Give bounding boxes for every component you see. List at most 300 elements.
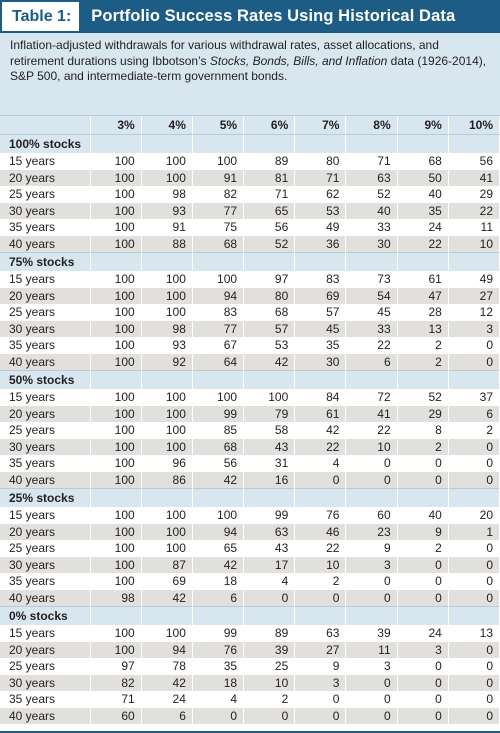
success-rate-value: 41 (448, 170, 499, 187)
success-rate-value: 100 (90, 557, 141, 574)
success-rate-value: 100 (192, 389, 243, 406)
group-header-cell (192, 134, 243, 153)
success-rate-value: 2 (397, 439, 448, 456)
success-rate-value: 0 (346, 573, 397, 590)
group-header-row (0, 606, 500, 625)
success-rate-value: 35 (397, 203, 448, 220)
success-rate-value: 50 (397, 170, 448, 187)
group-header-cell (244, 370, 295, 389)
success-rate-value: 22 (346, 337, 397, 354)
success-rate-value: 0 (346, 590, 397, 607)
success-rate-value: 100 (90, 642, 141, 659)
success-rate-value: 100 (141, 524, 192, 541)
success-rate-value: 65 (244, 203, 295, 220)
table-row (0, 524, 500, 541)
success-rate-value: 39 (244, 642, 295, 659)
success-rate-value: 68 (244, 304, 295, 321)
table-row (0, 625, 500, 642)
success-rate-value: 100 (90, 573, 141, 590)
success-rate-value: 2 (397, 354, 448, 371)
success-rate-value: 52 (397, 389, 448, 406)
success-rate-value: 11 (448, 219, 499, 236)
duration-label: 20 years (0, 642, 90, 659)
success-rate-value: 42 (295, 422, 346, 439)
group-header-row (0, 488, 500, 507)
success-rate-value: 25 (244, 658, 295, 675)
group-header-cell (448, 488, 499, 507)
group-header-cell (141, 134, 192, 153)
success-rate-value: 100 (90, 153, 141, 170)
success-rate-value: 9 (295, 658, 346, 675)
table-row (0, 271, 500, 288)
success-rate-value: 80 (244, 288, 295, 305)
table-row (0, 507, 500, 524)
success-rate-value: 0 (346, 691, 397, 708)
duration-label: 20 years (0, 406, 90, 423)
success-rate-value: 24 (397, 625, 448, 642)
success-rate-value: 47 (397, 288, 448, 305)
success-rate-value: 0 (244, 590, 295, 607)
success-rate-value: 100 (90, 389, 141, 406)
success-rate-value: 46 (295, 524, 346, 541)
success-rate-value: 100 (141, 304, 192, 321)
success-rate-value: 97 (90, 658, 141, 675)
success-rate-value: 0 (448, 557, 499, 574)
success-rate-value: 4 (192, 691, 243, 708)
success-rate-value: 58 (244, 422, 295, 439)
success-rate-value: 3 (346, 658, 397, 675)
group-header-cell (346, 370, 397, 389)
success-rate-value: 100 (90, 186, 141, 203)
table-row (0, 557, 500, 574)
table-row (0, 455, 500, 472)
success-rate-value: 16 (244, 472, 295, 489)
success-rate-value: 6 (192, 590, 243, 607)
success-rate-value: 22 (346, 422, 397, 439)
success-rate-value: 0 (295, 472, 346, 489)
success-rate-value: 100 (141, 271, 192, 288)
success-rate-value: 67 (192, 337, 243, 354)
success-rate-value: 24 (397, 219, 448, 236)
group-header-row (0, 252, 500, 271)
success-rate-value: 100 (90, 271, 141, 288)
success-rate-value: 82 (192, 186, 243, 203)
success-rate-value: 92 (141, 354, 192, 371)
success-rate-value: 52 (346, 186, 397, 203)
success-rate-value: 0 (397, 658, 448, 675)
table-row (0, 153, 500, 170)
success-rate-value: 100 (141, 170, 192, 187)
success-rate-value: 71 (295, 170, 346, 187)
success-rate-value: 0 (244, 708, 295, 725)
duration-label: 30 years (0, 675, 90, 692)
success-rate-value: 100 (90, 337, 141, 354)
group-label: 50% stocks (0, 370, 90, 389)
duration-label: 40 years (0, 590, 90, 607)
success-rate-value: 9 (346, 540, 397, 557)
duration-label: 25 years (0, 422, 90, 439)
success-rate-value: 2 (295, 573, 346, 590)
success-rate-value: 72 (346, 389, 397, 406)
success-rate-value: 52 (244, 236, 295, 253)
table-row (0, 288, 500, 305)
success-rate-value: 65 (192, 540, 243, 557)
duration-label: 15 years (0, 507, 90, 524)
success-rate-value: 0 (448, 439, 499, 456)
group-header-cell (346, 488, 397, 507)
success-rate-value: 78 (141, 658, 192, 675)
success-rate-value: 100 (141, 153, 192, 170)
success-rate-value: 98 (141, 321, 192, 338)
success-rate-value: 100 (90, 406, 141, 423)
success-rate-value: 76 (192, 642, 243, 659)
duration-label: 35 years (0, 573, 90, 590)
success-rate-value: 13 (397, 321, 448, 338)
group-header-cell (141, 606, 192, 625)
duration-label: 30 years (0, 439, 90, 456)
success-rate-value: 3 (346, 557, 397, 574)
success-rate-value: 63 (244, 524, 295, 541)
table-row (0, 354, 500, 371)
success-rate-value: 0 (448, 708, 499, 725)
success-rate-value: 94 (141, 642, 192, 659)
success-rate-value: 39 (346, 625, 397, 642)
success-rate-value: 42 (244, 354, 295, 371)
success-rate-value: 100 (90, 288, 141, 305)
success-rate-value: 100 (141, 439, 192, 456)
success-rate-value: 80 (295, 153, 346, 170)
group-label: 25% stocks (0, 488, 90, 507)
success-rate-value: 61 (397, 271, 448, 288)
success-rate-value: 10 (346, 439, 397, 456)
success-rate-value: 0 (295, 708, 346, 725)
group-label: 75% stocks (0, 252, 90, 271)
success-rate-value: 2 (397, 337, 448, 354)
column-header-rate: 3% (90, 116, 141, 134)
success-rate-value: 79 (244, 406, 295, 423)
success-rate-value: 28 (397, 304, 448, 321)
success-rate-value: 53 (295, 203, 346, 220)
success-rate-value: 27 (448, 288, 499, 305)
success-rate-value: 0 (448, 337, 499, 354)
success-rate-value: 61 (295, 406, 346, 423)
success-rate-value: 83 (192, 304, 243, 321)
success-rate-value: 100 (141, 389, 192, 406)
group-header-cell (192, 488, 243, 507)
duration-label: 25 years (0, 186, 90, 203)
success-rate-value: 41 (346, 406, 397, 423)
success-rate-value: 100 (90, 219, 141, 236)
group-header-row (0, 370, 500, 389)
success-rate-value: 36 (295, 236, 346, 253)
success-rate-value: 0 (448, 540, 499, 557)
group-header-cell (397, 252, 448, 271)
success-rate-value: 18 (192, 573, 243, 590)
success-rate-value: 89 (244, 625, 295, 642)
group-header-cell (90, 488, 141, 507)
success-rate-value: 100 (90, 321, 141, 338)
group-header-cell (295, 606, 346, 625)
success-rate-value: 0 (397, 557, 448, 574)
success-rate-value: 100 (90, 236, 141, 253)
success-rate-value: 100 (90, 507, 141, 524)
success-rate-value: 10 (448, 236, 499, 253)
duration-label: 35 years (0, 455, 90, 472)
success-rate-value: 54 (346, 288, 397, 305)
success-rate-value: 81 (244, 170, 295, 187)
success-rate-value: 62 (295, 186, 346, 203)
success-rate-value: 63 (295, 625, 346, 642)
success-rate-value: 91 (192, 170, 243, 187)
success-rate-value: 0 (397, 455, 448, 472)
success-rate-value: 49 (448, 271, 499, 288)
success-rate-value: 86 (141, 472, 192, 489)
success-rate-value: 60 (346, 507, 397, 524)
group-header-cell (295, 370, 346, 389)
success-rate-value: 33 (346, 321, 397, 338)
success-rate-value: 83 (295, 271, 346, 288)
success-rate-value: 100 (90, 439, 141, 456)
success-rate-value: 43 (244, 540, 295, 557)
success-rate-value: 100 (90, 304, 141, 321)
success-rate-value: 30 (346, 236, 397, 253)
success-rate-value: 49 (295, 219, 346, 236)
table-row (0, 170, 500, 187)
success-rate-value: 0 (397, 675, 448, 692)
duration-label: 15 years (0, 153, 90, 170)
success-rate-value: 6 (141, 708, 192, 725)
group-header-cell (192, 606, 243, 625)
group-header-cell (90, 606, 141, 625)
success-rate-value: 22 (397, 236, 448, 253)
table-body (0, 116, 500, 724)
success-rate-value: 2 (397, 540, 448, 557)
duration-label: 25 years (0, 540, 90, 557)
success-rate-value: 100 (192, 271, 243, 288)
group-header-cell (295, 134, 346, 153)
group-header-cell (141, 370, 192, 389)
success-rate-value: 87 (141, 557, 192, 574)
description-italic-title: Stocks, Bonds, Bills, and Inflation (209, 53, 388, 68)
table-number-tag: Table 1: (0, 0, 81, 33)
success-rate-value: 0 (448, 675, 499, 692)
success-rate-value: 100 (90, 455, 141, 472)
success-rate-value: 20 (448, 507, 499, 524)
success-rate-value: 10 (295, 557, 346, 574)
duration-label: 15 years (0, 625, 90, 642)
duration-label: 40 years (0, 708, 90, 725)
success-rate-value: 100 (90, 524, 141, 541)
success-rate-value: 0 (448, 354, 499, 371)
table-title: Portfolio Success Rates Using Historical Data (91, 7, 456, 25)
duration-label: 25 years (0, 658, 90, 675)
success-rate-value: 100 (141, 422, 192, 439)
group-header-cell (90, 252, 141, 271)
success-rate-value: 29 (397, 406, 448, 423)
success-rate-value: 22 (295, 540, 346, 557)
table-row (0, 406, 500, 423)
success-rate-value: 37 (448, 389, 499, 406)
success-rate-value: 68 (192, 236, 243, 253)
duration-label: 35 years (0, 219, 90, 236)
success-rate-value: 3 (397, 642, 448, 659)
success-rate-value: 35 (295, 337, 346, 354)
table-row (0, 573, 500, 590)
table-row (0, 203, 500, 220)
success-rate-value: 0 (397, 691, 448, 708)
success-rate-value: 77 (192, 321, 243, 338)
table-row (0, 642, 500, 659)
success-rate-value: 4 (295, 455, 346, 472)
success-rate-value: 91 (141, 219, 192, 236)
duration-label: 25 years (0, 304, 90, 321)
success-rate-value: 0 (397, 472, 448, 489)
success-rate-value: 27 (295, 642, 346, 659)
table-row (0, 675, 500, 692)
column-header-rate: 8% (346, 116, 397, 134)
duration-label: 40 years (0, 472, 90, 489)
success-rate-value: 100 (90, 354, 141, 371)
success-rate-value: 71 (90, 691, 141, 708)
success-rate-value: 69 (295, 288, 346, 305)
success-rate-value: 56 (192, 455, 243, 472)
success-rate-value: 71 (244, 186, 295, 203)
success-rate-value: 13 (448, 625, 499, 642)
success-rate-value: 100 (141, 507, 192, 524)
success-rate-value: 76 (295, 507, 346, 524)
group-header-cell (244, 606, 295, 625)
success-rate-value: 0 (295, 590, 346, 607)
table-row (0, 540, 500, 557)
duration-label: 30 years (0, 203, 90, 220)
success-rate-value: 63 (346, 170, 397, 187)
column-header-row (0, 116, 500, 134)
success-rate-value: 82 (90, 675, 141, 692)
group-header-cell (244, 488, 295, 507)
success-rate-value: 98 (141, 186, 192, 203)
duration-label: 30 years (0, 321, 90, 338)
success-rate-value: 96 (141, 455, 192, 472)
success-rate-value: 18 (192, 675, 243, 692)
success-rate-value: 100 (141, 406, 192, 423)
success-rate-value: 23 (346, 524, 397, 541)
table-row (0, 304, 500, 321)
success-rate-value: 9 (397, 524, 448, 541)
group-header-cell (397, 606, 448, 625)
column-header-rate: 4% (141, 116, 192, 134)
success-rate-value: 0 (346, 708, 397, 725)
success-rate-value: 24 (141, 691, 192, 708)
success-rate-value: 33 (346, 219, 397, 236)
success-rate-value: 12 (448, 304, 499, 321)
success-rate-value: 94 (192, 524, 243, 541)
group-header-cell (448, 134, 499, 153)
success-rate-value: 40 (397, 507, 448, 524)
group-header-cell (90, 370, 141, 389)
table-row (0, 422, 500, 439)
success-rate-value: 8 (397, 422, 448, 439)
success-rate-value: 99 (192, 406, 243, 423)
success-rate-value: 45 (295, 321, 346, 338)
success-rate-value: 29 (448, 186, 499, 203)
success-rate-value: 64 (192, 354, 243, 371)
column-header-rate: 9% (397, 116, 448, 134)
group-header-cell (244, 134, 295, 153)
group-header-cell (397, 488, 448, 507)
success-rate-value: 68 (397, 153, 448, 170)
success-rate-value: 3 (295, 675, 346, 692)
success-rate-value: 60 (90, 708, 141, 725)
success-rate-value: 11 (346, 642, 397, 659)
success-rate-value: 30 (295, 354, 346, 371)
success-rate-value: 56 (244, 219, 295, 236)
table-header-bar (0, 0, 500, 33)
success-rate-value: 100 (244, 389, 295, 406)
duration-label: 35 years (0, 337, 90, 354)
success-rate-value: 73 (346, 271, 397, 288)
success-rate-value: 100 (192, 153, 243, 170)
group-header-cell (346, 606, 397, 625)
table-row (0, 321, 500, 338)
success-rate-value: 22 (295, 439, 346, 456)
success-rate-value: 75 (192, 219, 243, 236)
success-rate-value: 0 (448, 691, 499, 708)
success-rate-value: 85 (192, 422, 243, 439)
success-rate-value: 71 (346, 153, 397, 170)
success-rate-value: 31 (244, 455, 295, 472)
group-header-cell (295, 488, 346, 507)
table-row (0, 691, 500, 708)
success-rate-value: 69 (141, 573, 192, 590)
column-header-rate: 6% (244, 116, 295, 134)
group-header-cell (244, 252, 295, 271)
group-header-cell (448, 606, 499, 625)
success-rate-value: 56 (448, 153, 499, 170)
success-rate-value: 100 (141, 625, 192, 642)
description-text-1: Inflation-adjusted withdrawals for various withdrawal rates, asset allocations, and retirement durations using Ibbotson’s (10, 38, 439, 68)
success-rate-value: 100 (90, 203, 141, 220)
success-rate-value: 0 (448, 590, 499, 607)
success-rate-value: 0 (448, 455, 499, 472)
success-rate-value: 2 (448, 422, 499, 439)
duration-label: 20 years (0, 170, 90, 187)
success-rate-value: 84 (295, 389, 346, 406)
group-header-cell (448, 252, 499, 271)
success-rate-value: 88 (141, 236, 192, 253)
success-rate-value: 0 (295, 691, 346, 708)
group-header-cell (397, 134, 448, 153)
success-rate-value: 42 (192, 472, 243, 489)
success-rate-value: 0 (448, 642, 499, 659)
success-rate-value: 0 (448, 472, 499, 489)
table-row (0, 389, 500, 406)
column-header-blank (0, 116, 90, 134)
success-rate-value: 0 (346, 455, 397, 472)
group-label: 100% stocks (0, 134, 90, 153)
success-rate-value: 42 (192, 557, 243, 574)
column-header-rate: 5% (192, 116, 243, 134)
success-rate-value: 6 (448, 406, 499, 423)
success-rate-value: 2 (244, 691, 295, 708)
table-description (0, 33, 500, 116)
duration-label: 15 years (0, 389, 90, 406)
group-header-cell (346, 252, 397, 271)
success-rate-value: 40 (346, 203, 397, 220)
table-row (0, 590, 500, 607)
table-row (0, 439, 500, 456)
success-rate-value: 17 (244, 557, 295, 574)
group-label: 0% stocks (0, 606, 90, 625)
